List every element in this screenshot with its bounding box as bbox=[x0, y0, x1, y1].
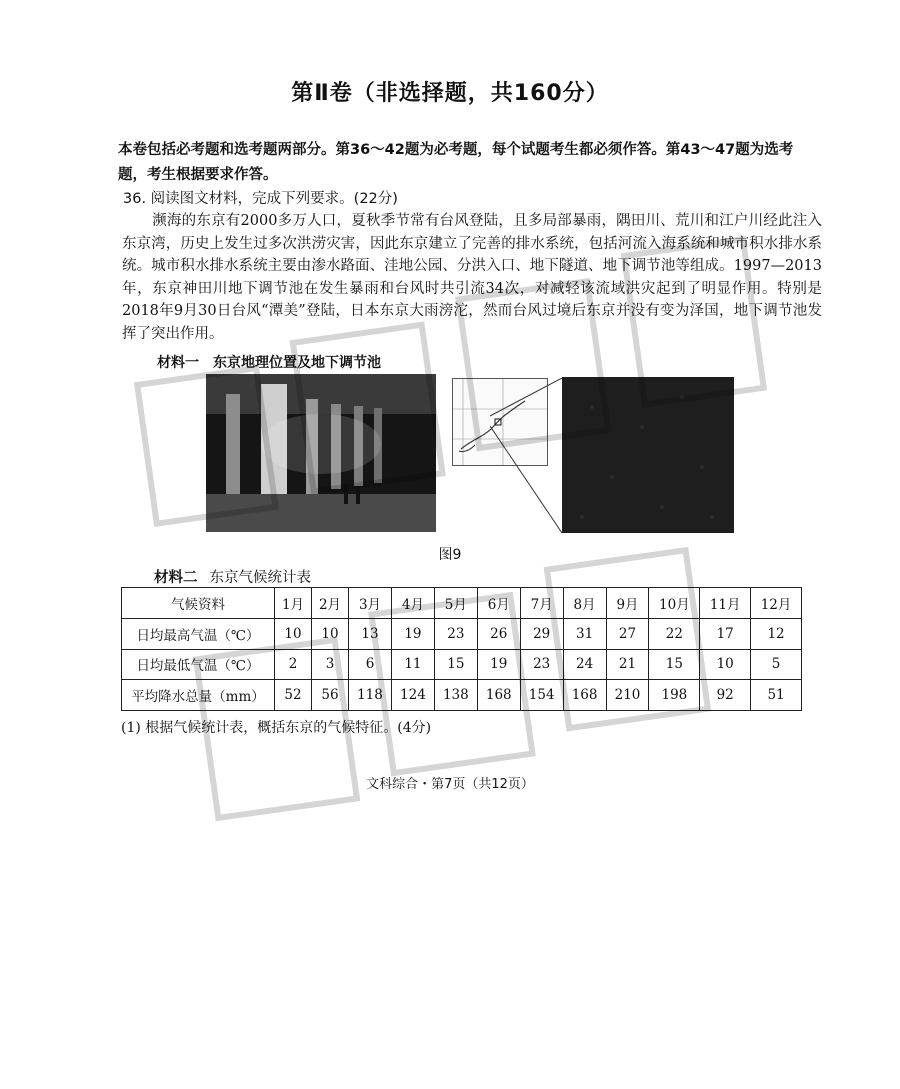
figure-caption: 图9 bbox=[438, 547, 462, 563]
table-cell: 56 bbox=[312, 680, 349, 711]
month-header: 12月 bbox=[751, 588, 802, 619]
table-row-max-temp bbox=[122, 618, 802, 649]
table-cell: 210 bbox=[606, 680, 649, 711]
material2-title: 东京气候统计表 bbox=[209, 570, 311, 586]
table-cell: 23 bbox=[520, 649, 563, 680]
table-cell: 29 bbox=[520, 618, 563, 649]
table-cell: 19 bbox=[391, 618, 434, 649]
table-cell: 19 bbox=[477, 649, 520, 680]
passage-text: 濒海的东京有2000多万人口，夏秋季节常有台风登陆，且多局部暴雨，隅田川、荒川和江户川经此注入东京湾，历史上发生过多次洪涝灾害，因此东京建立了完善的排水系统，包括河流入海系统和城市积水排水系统。城市积水排水系统主要由渗水路面、洼地公园、分洪入口、地下隧道、地下调节池等组成。1997—2013年，东京神田川地下调节池在发生暴雨和台风时共引流34次，对减轻该流域洪灾起到了明显作用。特别是2018年9月30日台风“潭美”登陆，日本东京大雨滂沱，然而台风过境后东京并没有变为泽国，地下调节池发挥了突出作用。 bbox=[122, 213, 822, 342]
table-header-row bbox=[122, 588, 802, 619]
table-cell: 51 bbox=[751, 680, 802, 711]
table-cell: 24 bbox=[563, 649, 606, 680]
table-cell: 15 bbox=[649, 649, 700, 680]
month-header: 6月 bbox=[477, 588, 520, 619]
table-cell: 118 bbox=[349, 680, 392, 711]
table-cell: 52 bbox=[275, 680, 312, 711]
table-cell: 11 bbox=[391, 649, 434, 680]
table-cell: 6 bbox=[349, 649, 392, 680]
month-header: 8月 bbox=[563, 588, 606, 619]
table-cell: 3 bbox=[312, 649, 349, 680]
table-cell: 26 bbox=[477, 618, 520, 649]
month-header: 4月 bbox=[391, 588, 434, 619]
month-header: 2月 bbox=[312, 588, 349, 619]
table-cell: 22 bbox=[649, 618, 700, 649]
section-instructions: 本卷包括必考题和选考题两部分。第36～42题为必考题，每个试题考生都必须作答。第43～47题为选考题，考生根据要求作答。 bbox=[118, 142, 794, 183]
table-cell: 17 bbox=[700, 618, 751, 649]
month-header: 7月 bbox=[520, 588, 563, 619]
table-cell: 31 bbox=[563, 618, 606, 649]
row-label: 平均降水总量（mm） bbox=[122, 680, 275, 711]
table-row-min-temp bbox=[122, 649, 802, 680]
table-cell: 154 bbox=[520, 680, 563, 711]
month-header: 11月 bbox=[700, 588, 751, 619]
reservoir-photo bbox=[206, 374, 436, 532]
table-row-precipitation bbox=[122, 680, 802, 711]
month-header: 9月 bbox=[606, 588, 649, 619]
table-cell: 124 bbox=[391, 680, 434, 711]
row-label: 日均最低气温（℃） bbox=[122, 649, 275, 680]
table-cell: 10 bbox=[275, 618, 312, 649]
zoom-connector-lines bbox=[490, 378, 570, 538]
month-header: 10月 bbox=[649, 588, 700, 619]
table-cell: 138 bbox=[434, 680, 477, 711]
table-cell: 10 bbox=[700, 649, 751, 680]
question-36-passage bbox=[122, 210, 822, 346]
table-header-label: 气候资料 bbox=[122, 588, 275, 619]
table-cell: 23 bbox=[434, 618, 477, 649]
page-footer: 文科综合・第7页（共12页） bbox=[366, 777, 534, 792]
tokyo-area-map bbox=[562, 377, 734, 533]
table-cell: 13 bbox=[349, 618, 392, 649]
month-header: 1月 bbox=[275, 588, 312, 619]
material1-caption: 材料一 东京地理位置及地下调节池 bbox=[157, 355, 381, 371]
table-cell: 12 bbox=[751, 618, 802, 649]
section-title: 第Ⅱ卷（非选择题，共160分） bbox=[291, 81, 609, 106]
table-cell: 15 bbox=[434, 649, 477, 680]
table-cell: 198 bbox=[649, 680, 700, 711]
question-1: (1) 根据气候统计表，概括东京的气候特征。(4分) bbox=[121, 720, 432, 736]
climate-table bbox=[121, 587, 802, 711]
month-header: 3月 bbox=[349, 588, 392, 619]
table-cell: 5 bbox=[751, 649, 802, 680]
row-label: 日均最高气温（℃） bbox=[122, 618, 275, 649]
table-cell: 10 bbox=[312, 618, 349, 649]
material2-caption bbox=[154, 566, 311, 587]
table-cell: 168 bbox=[477, 680, 520, 711]
table-cell: 21 bbox=[606, 649, 649, 680]
month-header: 5月 bbox=[434, 588, 477, 619]
table-cell: 27 bbox=[606, 618, 649, 649]
question-36-header: 36. 阅读图文材料，完成下列要求。(22分) bbox=[123, 191, 398, 207]
table-cell: 92 bbox=[700, 680, 751, 711]
table-cell: 168 bbox=[563, 680, 606, 711]
table-cell: 2 bbox=[275, 649, 312, 680]
material2-label: 材料二 bbox=[154, 570, 198, 586]
